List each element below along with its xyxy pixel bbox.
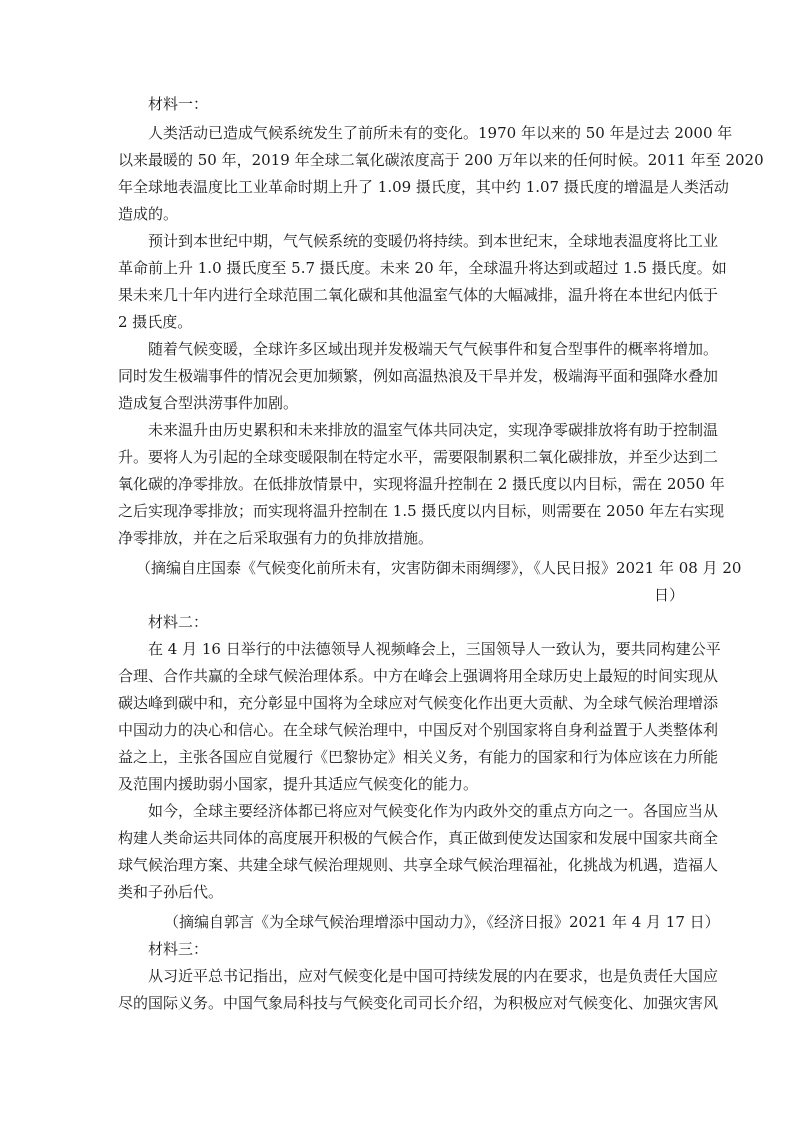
paragraph-line: 2 摄氏度。 bbox=[118, 313, 193, 331]
paragraph-line: 类和子孙后代。 bbox=[118, 883, 224, 901]
paragraph-line: 及范围内援助弱小国家，提升其适应气候变化的能力。 bbox=[118, 775, 479, 793]
material-two-heading: 材料二： bbox=[148, 613, 209, 631]
paragraph-line: 以来最暖的 50 年，2019 年全球二氧化碳浓度高于 200 万年以来的任何时候。2011 年至 2020 bbox=[118, 151, 764, 169]
paragraph-line: 随着气候变暖，全球许多区域出现并发极端天气气候事件和复合型事件的概率将增加。 bbox=[148, 340, 719, 358]
paragraph-line: 中国动力的决心和信心。在全球气候治理中，中国反对个别国家将自身利益置于人类整体利 bbox=[118, 721, 719, 739]
paragraph-line: 净零排放，并在之后采取强有力的负排放措施。 bbox=[118, 529, 434, 547]
source-citation: 日） bbox=[653, 586, 684, 604]
paragraph-line: 同时发生极端事件的情况会更加频繁，例如高温热浪及干旱并发，极端海平面和强降水叠加 bbox=[118, 367, 719, 385]
paragraph-line: 合理、合作共赢的全球气候治理体系。中方在峰会上强调将用全球历史上最短的时间实现从 bbox=[118, 667, 719, 685]
material-three-heading: 材料三： bbox=[148, 940, 209, 958]
paragraph-line: 构建人类命运共同体的高度展开积极的气候合作，真正做到使发达国家和发展中国家共商全 bbox=[118, 829, 719, 847]
paragraph-line: 氧化碳的净零排放。在低排放情景中，实现将温升控制在 2 摄氏度以内目标，需在 2050 年 bbox=[118, 475, 725, 493]
paragraph-line: 如今，全球主要经济体都已将应对气候变化作为内政外交的重点方向之一。各国应当从 bbox=[148, 802, 719, 820]
source-citation: （摘编自郭言《为全球气候治理增添中国动力》，《经济日报》2021 年 4 月 17 日） bbox=[164, 913, 720, 931]
material-one-heading: 材料一： bbox=[148, 95, 209, 113]
paragraph-line: 球气候治理方案、共建全球气候治理规则、共享全球气候治理福祉，化挑战为机遇，造福人 bbox=[118, 856, 719, 874]
source-citation: （摘编自庄国泰《气候变化前所未有，灾害防御未雨绸缪》，《人民日报》2021 年 08 月 20 bbox=[136, 559, 742, 577]
paragraph-line: 在 4 月 16 日举行的中法德领导人视频峰会上，三国领导人一致认为，要共同构建公平 bbox=[148, 640, 721, 658]
paragraph-line: 从习近平总书记指出，应对气候变化是中国可持续发展的内在要求，也是负责任大国应 bbox=[148, 967, 719, 985]
paragraph-line: 革命前上升 1.0 摄氏度至 5.7 摄氏度。未来 20 年，全球温升将达到或超过 1.5 摄氏度。如 bbox=[118, 259, 727, 277]
paragraph-line: 造成复合型洪涝事件加剧。 bbox=[118, 394, 299, 412]
paragraph-line: 果未来几十年内进行全球范围二氧化碳和其他温室气体的大幅减排，温升将在本世纪内低于 bbox=[118, 286, 719, 304]
paragraph-line: 造成的。 bbox=[118, 205, 179, 223]
paragraph-line: 预计到本世纪中期，气气候系统的变暖仍将持续。到本世纪末，全球地表温度将比工业 bbox=[148, 232, 719, 250]
paragraph-line: 之后实现净零排放；而实现将温升控制在 1.5 摄氏度以内目标，则需要在 2050 年左右实现 bbox=[118, 502, 725, 520]
paragraph-line: 未来温升由历史累积和未来排放的温室气体共同决定，实现净零碳排放将有助于控制温 bbox=[148, 421, 719, 439]
paragraph-line: 人类活动已造成气候系统发生了前所未有的变化。1970 年以来的 50 年是过去 2000 年 bbox=[148, 124, 733, 142]
paragraph-line: 碳达峰到碳中和，充分彰显中国将为全球应对气候变化作出更大贡献、为全球气候治理增添 bbox=[118, 694, 719, 712]
paragraph-line: 益之上，主张各国应自觉履行《巴黎协定》相关义务，有能力的国家和行为体应该在力所能 bbox=[118, 748, 719, 766]
paragraph-line: 尽的国际义务。中国气象局科技与气候变化司司长介绍，为积极应对气候变化、加强灾害风 bbox=[118, 994, 719, 1012]
paragraph-line: 升。要将人为引起的全球变暖限制在特定水平，需要限制累积二氧化碳排放，并至少达到二 bbox=[118, 448, 719, 466]
paragraph-line: 年全球地表温度比工业革命时期上升了 1.09 摄氏度，其中约 1.07 摄氏度的增温是人类活动 bbox=[118, 178, 729, 196]
